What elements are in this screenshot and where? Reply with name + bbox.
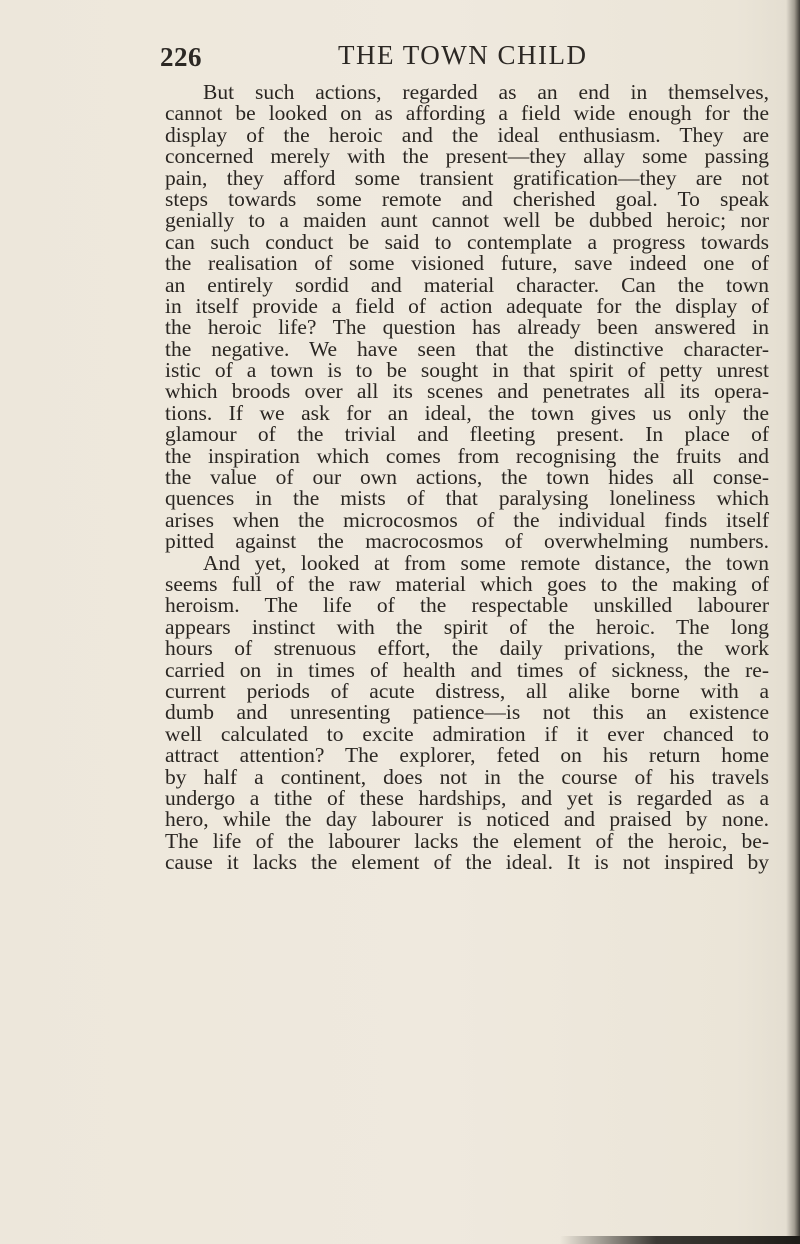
text-line: The life of the labourer lacks the element of the heroic, be-	[165, 828, 769, 853]
page-number: 226	[160, 42, 202, 72]
text-line: in itself provide a field of action adequate for the display of	[165, 293, 769, 318]
text-line: cannot be looked on as affording a field wide enough for the	[165, 101, 769, 126]
text-line: the heroic life? The question has already been answered in	[165, 315, 769, 340]
text-line: appears instinct with the spirit of the heroic. The long	[165, 614, 769, 639]
text-line: tions. If we ask for an ideal, the town gives us only the	[165, 400, 769, 425]
text-line: pain, they afford some transient gratification—they are not	[165, 165, 769, 190]
text-line: genially to a maiden aunt cannot well be dubbed heroic; nor	[165, 208, 769, 233]
text-line: attract attention? The explorer, feted on his return home	[165, 743, 769, 768]
text-line: hours of strenuous effort, the daily privations, the work	[165, 636, 769, 661]
text-line: heroism. The life of the respectable unskilled labourer	[165, 593, 769, 618]
text-line: current periods of acute distress, all alike borne with a	[165, 678, 769, 703]
text-line: well calculated to excite admiration if it ever chanced to	[165, 721, 769, 746]
text-line: which broods over all its scenes and penetrates all its opera-	[165, 379, 769, 404]
text-line: hero, while the day labourer is noticed and praised by none.	[165, 807, 769, 832]
text-line: undergo a tithe of these hardships, and yet is regarded as a	[165, 785, 769, 810]
text-line: the inspiration which comes from recognising the fruits and	[165, 443, 769, 468]
text-line: display of the heroic and the ideal enthusiasm. They are	[165, 122, 769, 147]
text-line: by half a continent, does not in the course of his travels	[165, 764, 769, 789]
page-bottom-edge	[560, 1236, 800, 1244]
text-line: arises when the microcosmos of the individual finds itself	[165, 507, 769, 532]
running-header	[0, 38, 800, 78]
text-line: glamour of the trivial and fleeting present. In place of	[165, 422, 769, 447]
text-line: cause it lacks the element of the ideal. It is not inspired by	[165, 850, 769, 875]
text-line: an entirely sordid and material character. Can the town	[165, 272, 769, 297]
text-line: the value of our own actions, the town hides all conse-	[165, 465, 769, 490]
text-line: seems full of the raw material which goes to the making of	[165, 571, 769, 596]
text-line: can such conduct be said to contemplate a progress towards	[165, 229, 769, 254]
text-line: carried on in times of health and times of sickness, the re-	[165, 657, 769, 682]
text-line: quences in the mists of that paralysing loneliness which	[165, 486, 769, 511]
text-line: the realisation of some visioned future, save indeed one of	[165, 251, 769, 276]
text-line: And yet, looked at from some remote distance, the town	[203, 550, 769, 575]
text-line: pitted against the macrocosmos of overwhelming numbers.	[165, 529, 769, 554]
body-text	[165, 82, 769, 873]
text-line: istic of a town is to be sought in that spirit of petty unrest	[165, 358, 769, 383]
page-edge-shadow	[786, 0, 800, 1244]
text-line: But such actions, regarded as an end in themselves,	[203, 80, 769, 104]
text-line: steps towards some remote and cherished goal. To speak	[165, 186, 769, 211]
text-line: the negative. We have seen that the distinctive character-	[165, 336, 769, 361]
text-line: concerned merely with the present—they allay some passing	[165, 144, 769, 169]
running-title: THE TOWN CHILD	[338, 40, 588, 70]
text-line: dumb and unresenting patience—is not this an existence	[165, 700, 769, 725]
